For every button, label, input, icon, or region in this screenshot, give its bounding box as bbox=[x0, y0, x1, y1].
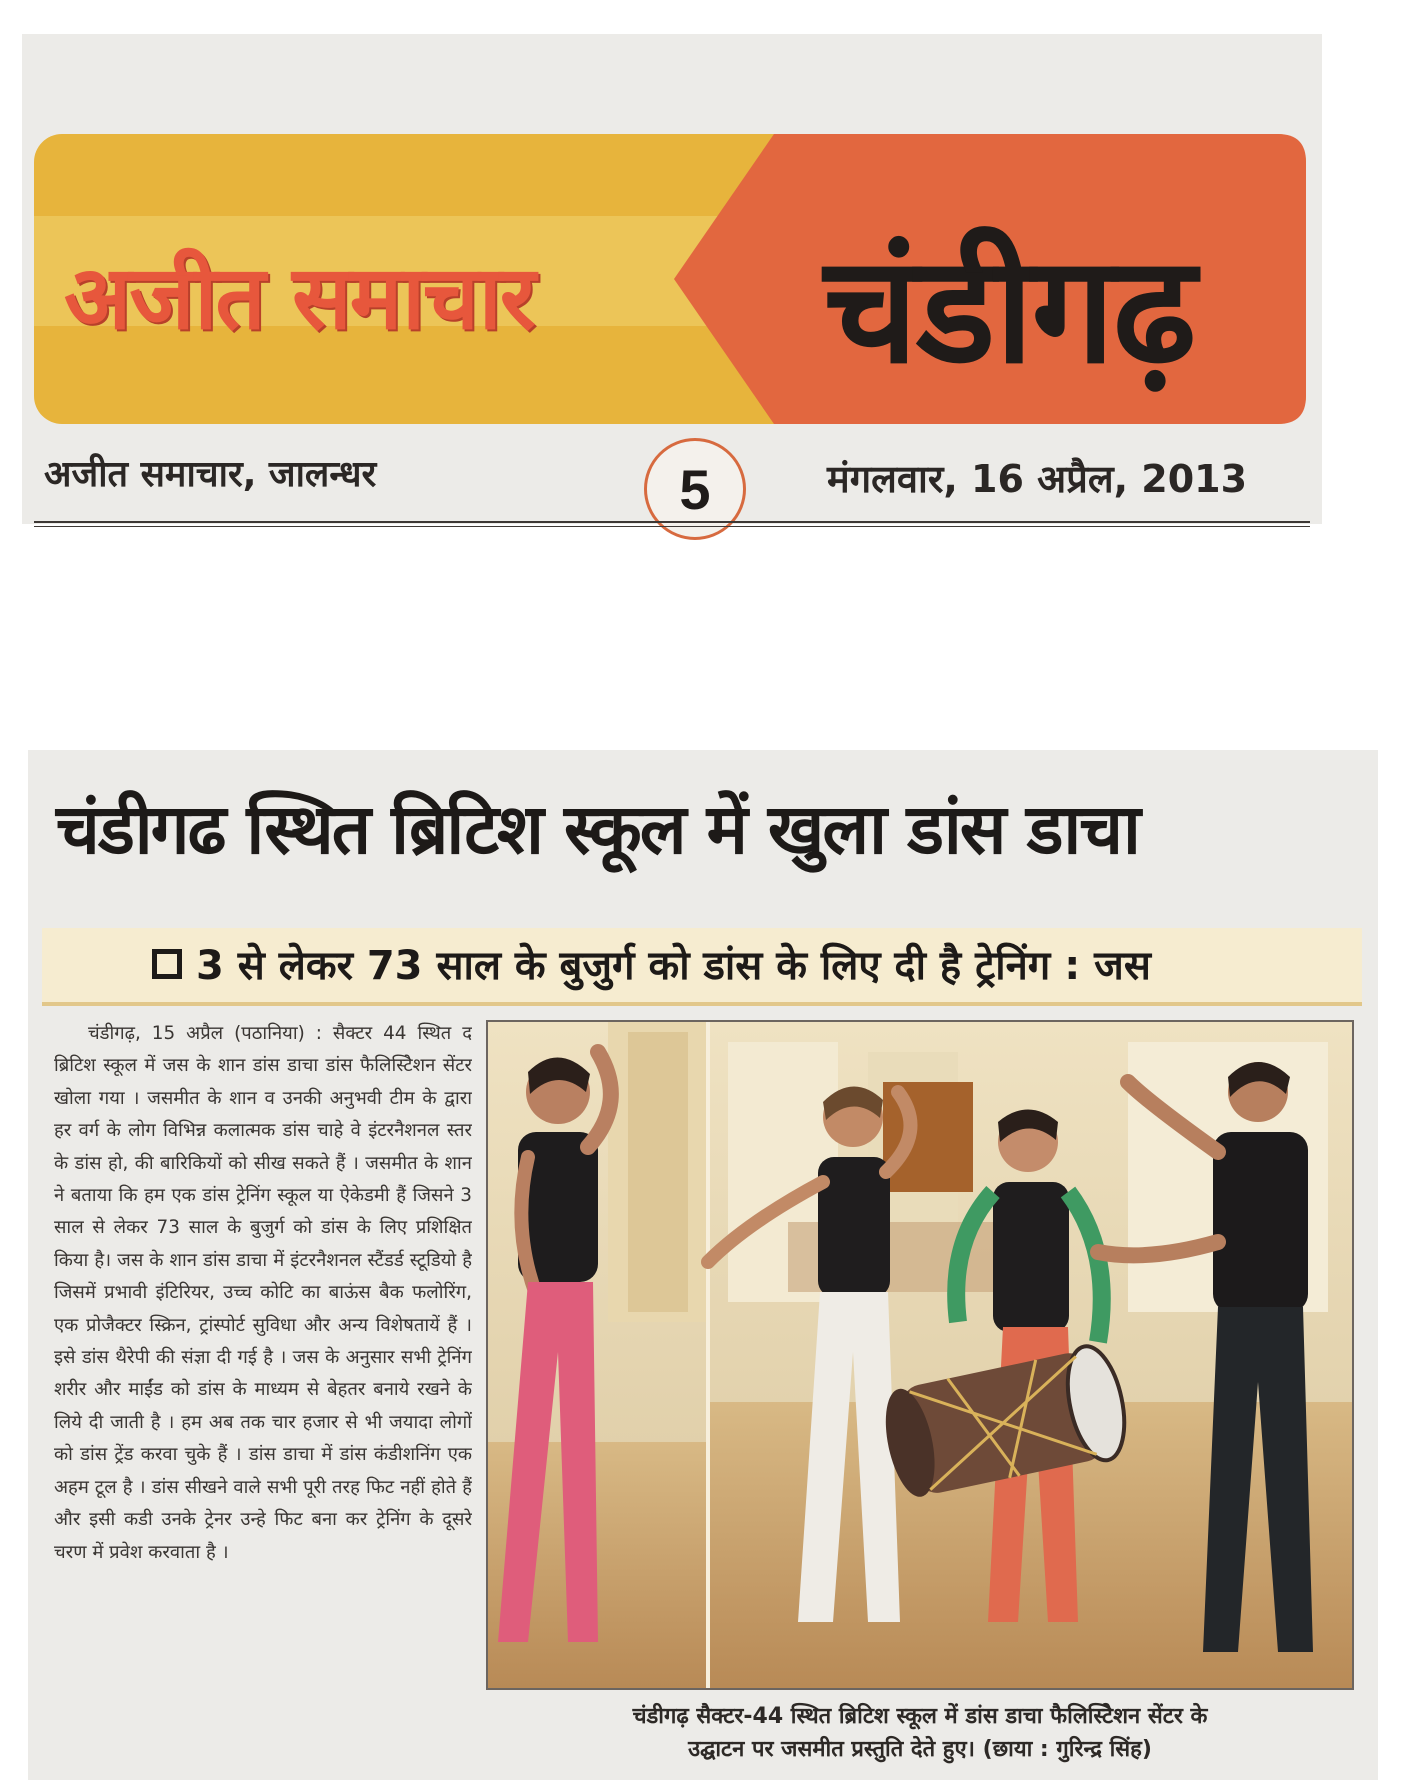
city-section-title: चंडीगढ़ bbox=[824, 224, 1195, 396]
photo-caption bbox=[488, 1700, 1352, 1766]
article-subhead: 3 से लेकर 73 साल के बुजुर्ग को डांस के लिए दी है ट्रेनिंग : जस bbox=[196, 943, 1151, 989]
masthead-banner bbox=[34, 134, 1306, 424]
publication-date: मंगलवार, 16 अप्रैल, 2013 bbox=[827, 457, 1248, 501]
newspaper-name: अजीत समाचार bbox=[64, 245, 534, 349]
article-body-column bbox=[54, 1018, 472, 1763]
article-headline: चंडीगढ स्थित ब्रिटिश स्कूल में खुला डांस डाचा bbox=[56, 790, 1139, 870]
bullet-box-icon bbox=[152, 949, 182, 979]
caption-line-2: उद्घाटन पर जसमीत प्रस्तुति देते हुए। (छाया : गुरिन्द्र सिंह) bbox=[688, 1737, 1152, 1762]
dance-photo bbox=[486, 1020, 1354, 1690]
caption-line-1: चंडीगढ़ सैक्टर-44 स्थित ब्रिटिश स्कूल में डांस डाचा फैलिस्टिेशन सेंटर के bbox=[632, 1704, 1208, 1729]
subhead-band bbox=[42, 928, 1362, 1006]
article-clipping bbox=[28, 750, 1378, 1780]
edition-label: अजीत समाचार, जालन्धर bbox=[44, 454, 377, 495]
masthead-rule-thin bbox=[34, 526, 1310, 527]
masthead-info-row bbox=[22, 444, 1322, 521]
article-body-text: चंडीगढ़, 15 अप्रैल (पठानिया) : सैक्टर 44 स्थित द ब्रिटिश स्कूल में जस के शान डांस डाचा डांस फैलिस्टिेशन सेंटर खोला गया । जसमीत के शान व उनकी अनुभवी टीम के द्वारा हर वर्ग के लोग विभिन्न कलात्मक डांस चाहे वे इंटरनैशनल स्तर के डांस हो, की बारिकियों को सीख सकते हैं । जसमीत के शान ने बताया कि हम एक डांस ट्रेनिंग स्कूल या ऐकेडमी हैं जिसने 3 साल से लेकर 73 साल के बुजुर्ग को डांस के लिए प्रशिक्षित किया है। जस के शान डांस डाचा में इंटरनैशनल स्टैंडर्ड स्टूडियो है जिसमें प्रभावी इंटिरियर, उच्च कोटि का बाऊंस बैक फलोरिंग, एक प्रोजैक्टर स्क्रिन, ट्रांस्पोर्ट सुविधा और अन्य विशेषतायें हैं । इसे डांस थैरेपी की संज्ञा दी गई है । जस के अनुसार सभी ट्रेनिंग शरीर और माईंड को डांस के माध्यम से बेहतर बनाये रखने के लिये दी जाती है । हम अब तक चार हजार से भी जयादा लोगों को डांस ट्रेंड करवा चुके हैं । डांस डाचा में डांस कंडीशनिंग एक अहम टूल है । डांस सीखने वाले सभी पूरी तरह फिट नहीं होते हैं और इसी कडी उनके ट्रेनर उन्हे फिट बना कर ट्रेनिंग के दूसरे चरण में प्रवेश करवाता है । bbox=[54, 1023, 472, 1563]
masthead-clipping bbox=[22, 34, 1322, 524]
masthead-rule bbox=[34, 521, 1310, 523]
dance-photo-illustration bbox=[488, 1022, 1352, 1688]
article-subhead-line bbox=[152, 936, 1151, 991]
page-number-badge: 5 bbox=[644, 438, 746, 540]
